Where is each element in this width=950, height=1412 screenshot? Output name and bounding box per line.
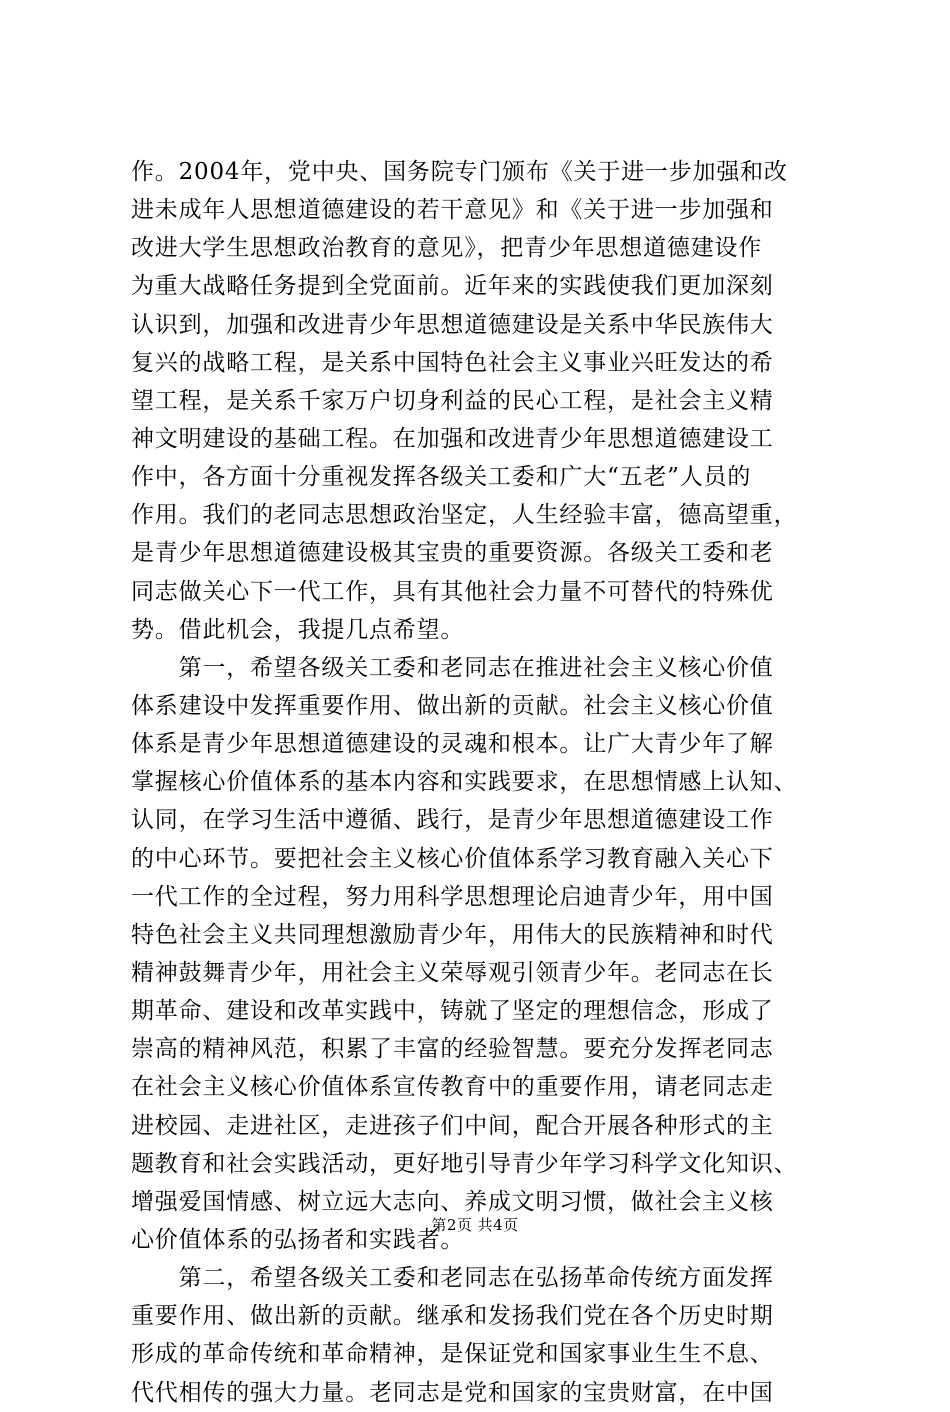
text-line: 复兴的战略工程，是关系中国特色社会主义事业兴旺发达的希 [131,349,774,376]
text-line: 代代相传的强大力量。老同志是党和国家的宝贵财富，在中国 [131,1379,774,1406]
text-line: 精神鼓舞青少年，用社会主义荣辱观引领青少年。老同志在长 [131,959,774,986]
text-line: 形成的革命传统和革命精神，是保证党和国家事业生生不息、 [131,1341,774,1368]
text-line: 望工程，是关系千家万户切身利益的民心工程，是社会主义精 [131,387,774,414]
text-line: 作。2004年，党中央、国务院专门颁布《关于进一步加强和改 [131,159,788,185]
text-line: 为重大战略任务提到全党面前。近年来的实践使我们更加深刻 [131,273,774,300]
text-line: 增强爱国情感、树立远大志向、养成文明习惯，做社会主义核 [131,1188,774,1215]
text-line: 认同，在学习生活中遵循、践行，是青少年思想道德建设工作 [131,807,774,834]
text-line: 改进大学生思想政治教育的意见》，把青少年思想道德建设作 [131,235,763,262]
text-line: 重要作用、做出新的贡献。继承和发扬我们党在各个历史时期 [131,1303,774,1330]
text-line: 第一，希望各级关工委和老同志在推进社会主义核心价值 [131,654,774,681]
page-footer: 第2页 共4页 [431,1216,519,1234]
text-line: 进未成年人思想道德建设的若干意见》和《关于进一步加强和 [131,197,774,224]
text-line: 题教育和社会实践活动，更好地引导青少年学习科学文化知识、 [131,1150,798,1177]
text-line: 期革命、建设和改革实践中，铸就了坚定的理想信念，形成了 [131,998,774,1025]
text-line: 一代工作的全过程，努力用科学思想理论启迪青少年，用中国 [131,883,774,910]
text-line: 崇高的精神风范，积累了丰富的经验智慧。要充分发挥老同志 [131,1036,774,1063]
text-line: 体系建设中发挥重要作用、做出新的贡献。社会主义核心价值 [131,692,774,719]
text-line: 的中心环节。要把社会主义核心价值体系学习教育融入关心下 [131,845,774,872]
text-line: 心价值体系的弘扬者和实践者。 [131,1226,465,1253]
text-line: 第二，希望各级关工委和老同志在弘扬革命传统方面发挥 [131,1265,774,1292]
text-line: 认识到，加强和改进青少年思想道德建设是关系中华民族伟大 [131,311,774,338]
text-line: 是青少年思想道德建设极其宝贵的重要资源。各级关工委和老 [131,540,774,567]
text-line: 同志做关心下一代工作，具有其他社会力量不可替代的特殊优 [131,578,774,605]
text-line: 势。借此机会，我提几点希望。 [131,616,465,643]
text-line: 进校园、走进社区，走进孩子们中间，配合开展各种形式的主 [131,1112,774,1139]
text-line: 在社会主义核心价值体系宣传教育中的重要作用，请老同志走 [131,1074,774,1101]
text-line: 神文明建设的基础工程。在加强和改进青少年思想道德建设工 [131,425,774,452]
text-line: 掌握核心价值体系的基本内容和实践要求，在思想情感上认知、 [131,769,798,796]
text-line: 特色社会主义共同理想激励青少年，用伟大的民族精神和时代 [131,921,774,948]
text-line: 作中，各方面十分重视发挥各级关工委和广大“五老”人员的 [131,464,752,491]
text-line: 作用。我们的老同志思想政治坚定，人生经验丰富，德高望重， [131,502,798,529]
text-line: 体系是青少年思想道德建设的灵魂和根本。让广大青少年了解 [131,731,774,758]
